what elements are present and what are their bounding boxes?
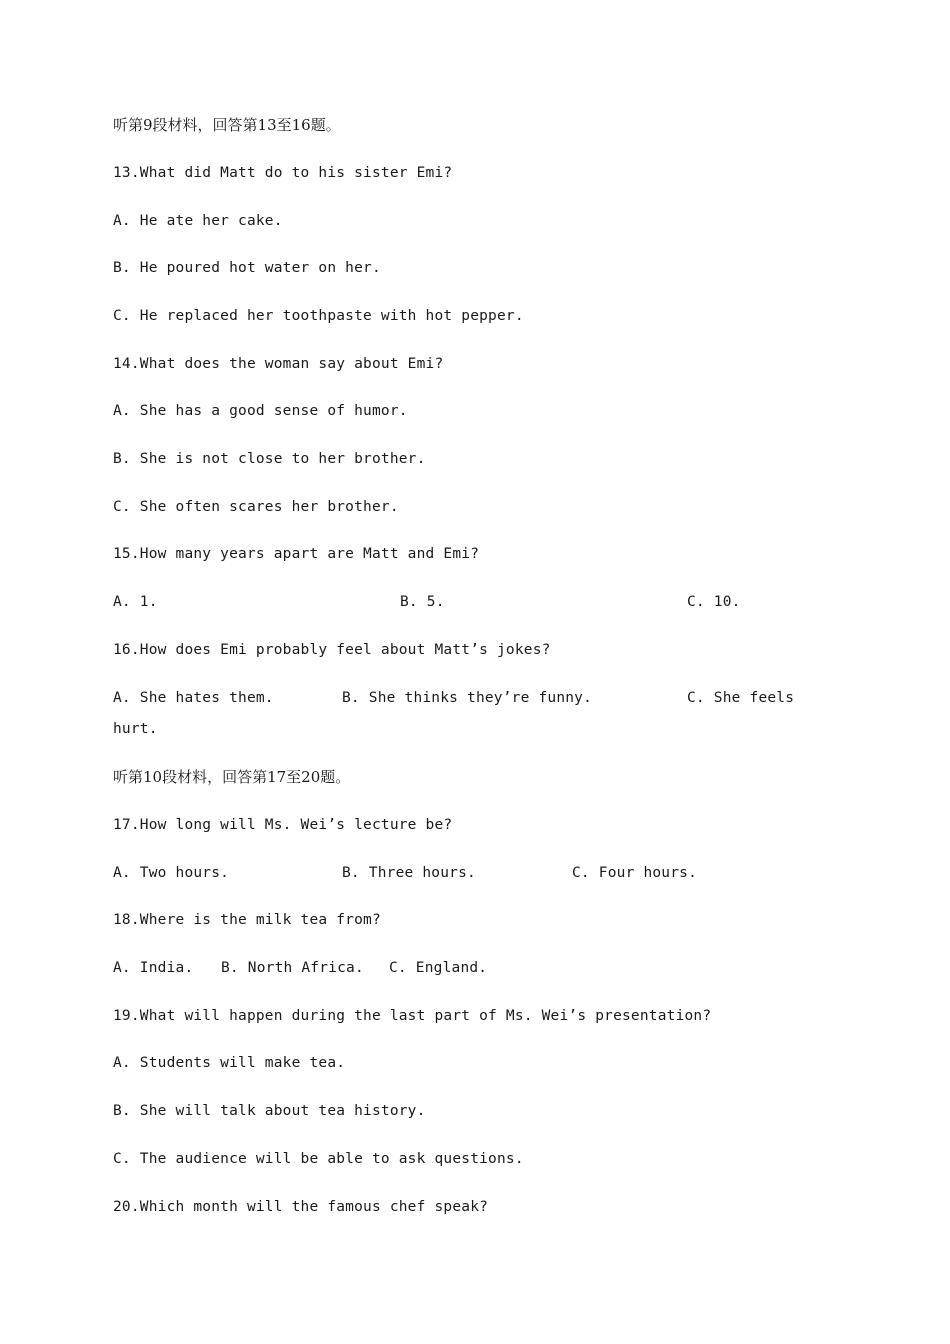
option-15-b: B. 5. (400, 594, 445, 610)
option-17-b: B. Three hours. (342, 865, 476, 881)
option-13-b: B. He poured hot water on her. (113, 260, 381, 276)
question-15: 15.How many years apart are Matt and Emi? (113, 546, 480, 562)
option-15-a: A. 1. (113, 594, 158, 610)
option-18-a: A. India. (113, 960, 194, 976)
option-16-c: C. She feels (687, 690, 795, 706)
option-16-b: B. She thinks they’re funny. (342, 690, 593, 706)
question-16: 16.How does Emi probably feel about Matt’s jokes? (113, 642, 551, 658)
question-18: 18.Where is the milk tea from? (113, 912, 381, 928)
option-19-a: A. Students will make tea. (113, 1055, 346, 1071)
option-14-c: C. She often scares her brother. (113, 499, 399, 515)
option-17-c: C. Four hours. (572, 865, 698, 881)
option-13-c: C. He replaced her toothpaste with hot pepper. (113, 308, 524, 324)
option-15-c: C. 10. (687, 594, 741, 610)
option-14-b: B. She is not close to her brother. (113, 451, 426, 467)
option-18-b: B. North Africa. (221, 960, 364, 976)
question-20: 20.Which month will the famous chef speak? (113, 1199, 489, 1215)
option-17-a: A. Two hours. (113, 865, 230, 881)
question-17: 17.How long will Ms. Wei’s lecture be? (113, 817, 453, 833)
option-16-c-continued: hurt. (113, 721, 158, 737)
option-19-b: B. She will talk about tea history. (113, 1103, 426, 1119)
section-header-10: 听第10段材料，回答第17至20题。 (113, 768, 351, 786)
section-header-9: 听第9段材料，回答第13至16题。 (113, 116, 341, 134)
question-13: 13.What did Matt do to his sister Emi? (113, 165, 453, 181)
question-14: 14.What does the woman say about Emi? (113, 356, 444, 372)
option-13-a: A. He ate her cake. (113, 213, 283, 229)
option-19-c: C. The audience will be able to ask questions. (113, 1151, 524, 1167)
option-14-a: A. She has a good sense of humor. (113, 403, 408, 419)
option-16-a: A. She hates them. (113, 690, 274, 706)
question-19: 19.What will happen during the last part of Ms. Wei’s presentation? (113, 1008, 712, 1024)
option-18-c: C. England. (389, 960, 488, 976)
